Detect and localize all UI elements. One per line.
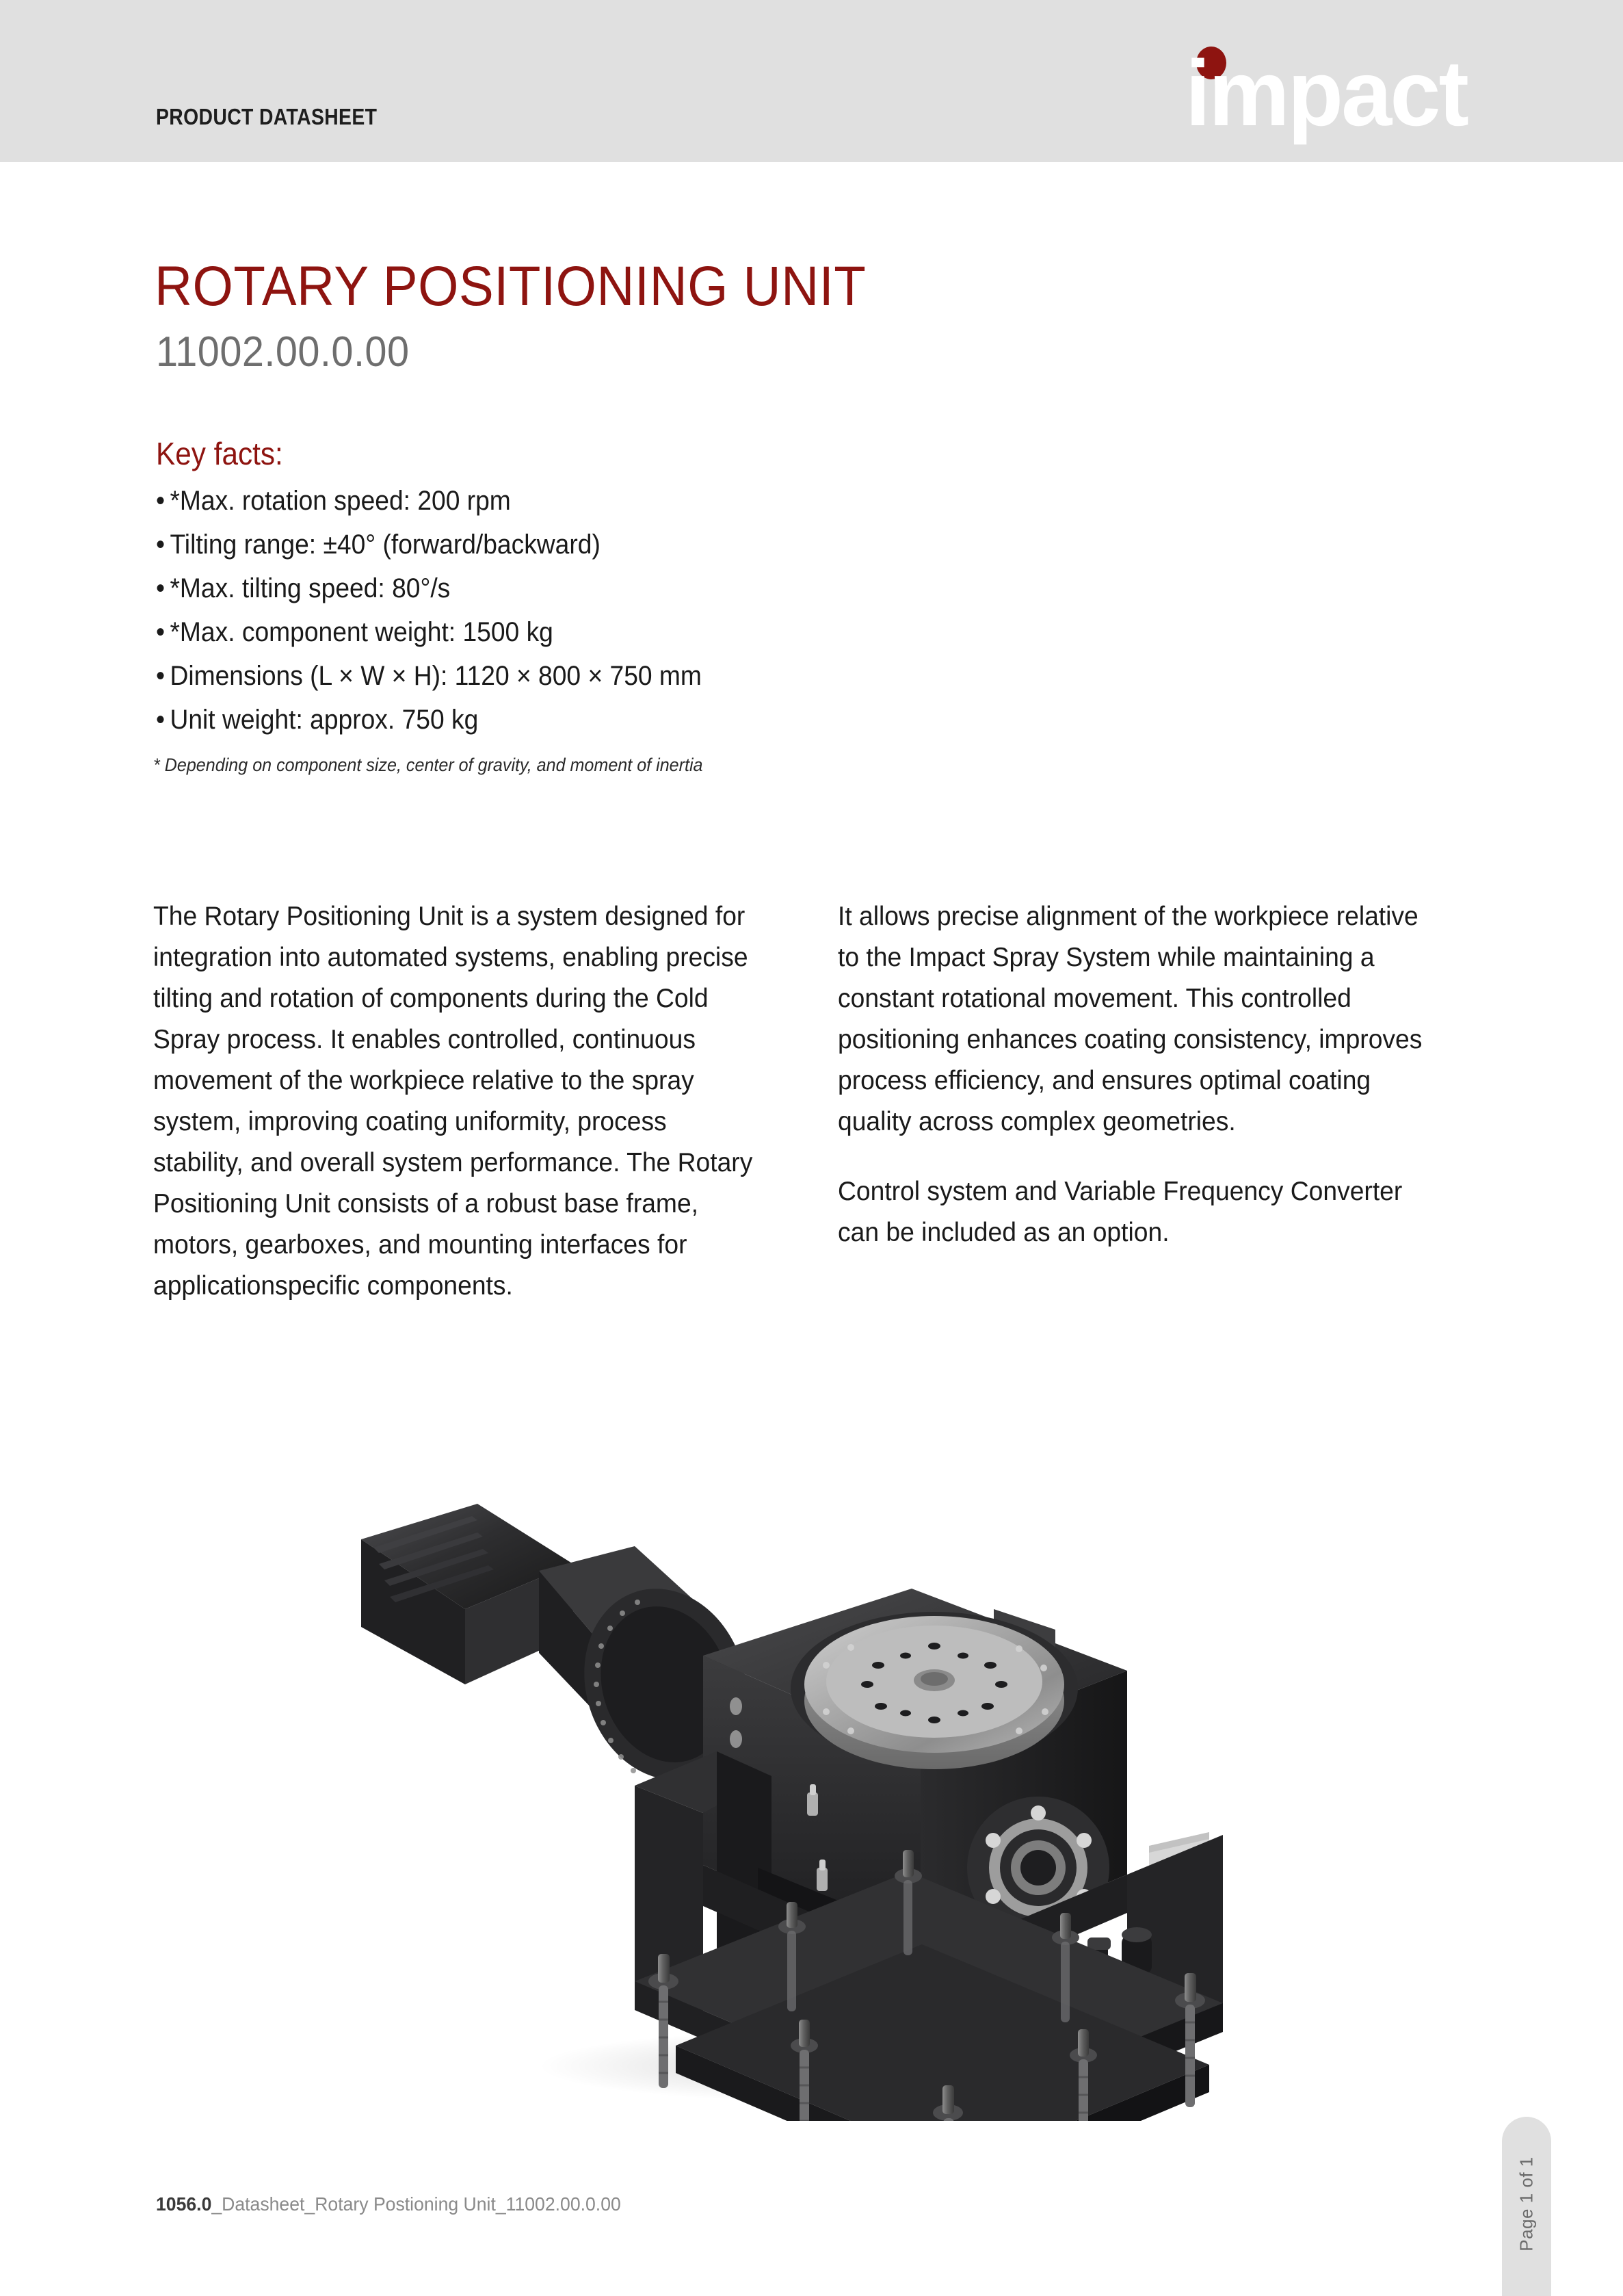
list-item-label: Tilting range: ±40° (forward/backward) <box>170 530 601 560</box>
body-column-right <box>838 896 1470 1307</box>
list-item <box>156 575 983 602</box>
page-indicator-tab <box>1502 2117 1551 2296</box>
product-title: ROTARY POSITIONING UNIT <box>155 255 867 317</box>
logo-wordmark: impact <box>1185 41 1467 145</box>
list-item <box>156 662 983 690</box>
body-paragraph: The Rotary Positioning Unit is a system designed for integration into automated systems, enabling precise tilting and rotation of components during the Cold Spray process. It enables controlled, continuous movement of the workpiece relative to the spray system, improving coating uniformity, process stability, and overall system performance. The Rotary Positioning Unit consists of a robust base frame, motors, gearboxes, and mounting interfaces for applicationspecific components. <box>153 902 753 1301</box>
body-columns <box>153 896 1470 1307</box>
product-illustration <box>156 1430 1469 2121</box>
list-item <box>156 487 983 514</box>
body-paragraph: Control system and Variable Frequency Converter can be included as an option. <box>838 1177 1403 1248</box>
bullet-icon: • <box>156 705 166 735</box>
list-item <box>156 706 983 733</box>
list-item <box>156 618 983 646</box>
page-title: PRODUCT DATASHEET <box>156 104 378 129</box>
bullet-icon: • <box>156 617 166 647</box>
key-facts-heading: Key facts: <box>156 436 283 471</box>
product-image <box>156 1430 1469 2121</box>
list-item-label: Unit weight: approx. 750 kg <box>170 705 479 735</box>
bullet-icon: • <box>156 486 166 516</box>
list-item-label: *Max. tilting speed: 80°/s <box>170 573 451 603</box>
page-indicator-label: Page 1 of 1 <box>1516 2156 1537 2252</box>
bullet-icon: • <box>156 530 166 560</box>
footer-document-id <box>156 2195 621 2214</box>
key-facts-footnote: * Depending on component size, center of gravity, and moment of inertia <box>153 755 703 775</box>
body-column-left <box>153 896 786 1307</box>
bullet-icon: • <box>156 661 166 691</box>
impact-logo <box>1185 41 1514 145</box>
list-item-label: Dimensions (L × W × H): 1120 × 800 × 750 mm <box>170 661 702 691</box>
product-article-number: 11002.00.0.00 <box>156 328 410 376</box>
body-paragraph: It allows precise alignment of the workpiece relative to the Impact Spray System while maintaining a constant rotational movement. This controlled positioning enhances coating consistency, improves process efficiency, and ensures optimal coating quality across complex geometries. <box>838 902 1423 1137</box>
footer-document-name: _Datasheet_Rotary Postioning Unit_11002.00.0.00 <box>211 2193 621 2215</box>
list-item-label: *Max. rotation speed: 200 rpm <box>170 486 511 516</box>
list-item <box>156 531 983 558</box>
list-item-label: *Max. component weight: 1500 kg <box>170 617 553 647</box>
bullet-icon: • <box>156 573 166 603</box>
key-facts-list <box>156 487 1045 750</box>
footer-document-code: 1056.0 <box>156 2193 212 2215</box>
